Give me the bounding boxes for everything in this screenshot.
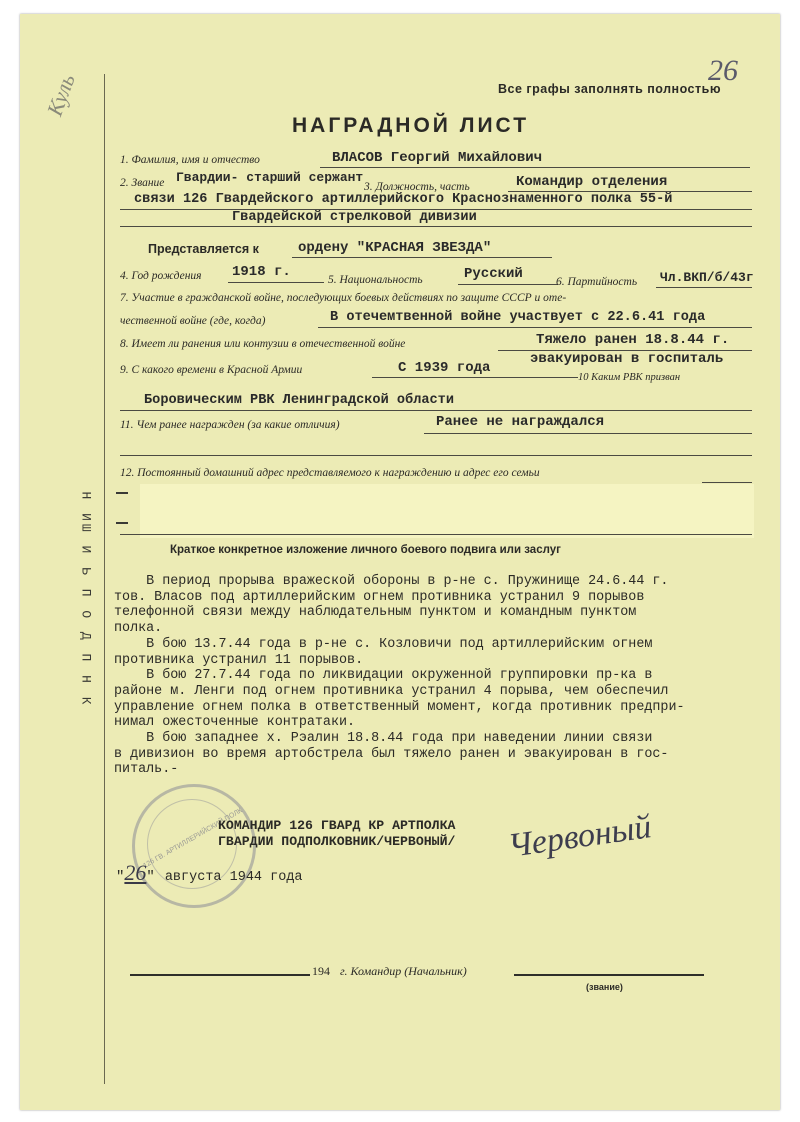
field-6-label: 6. Партийность [556,276,638,288]
field-3-value: Командир отделения [516,174,668,190]
signature-line-1: КОМАНДИР 126 ГВАРД КР АРТПОЛКА [218,818,456,833]
footer-right-dash [514,974,704,976]
field-4-value: 1918 г. [232,264,291,280]
footer-year-prefix: 194 [312,964,330,978]
field-3-continuation-2: Гвардейской стрелковой дивизии [232,210,477,225]
feat-line: В бою 27.7.44 года по ликвидации окруженной группировки пр-ка в [114,668,653,684]
field-11-label: 11. Чем ранее награжден (за какие отличия) [120,419,340,431]
field-5-value: Русский [464,266,523,282]
date-line: "26" августа 1944 года [116,860,303,885]
redacted-address [140,484,754,538]
presented-rule [292,257,552,258]
field-1-rule [320,167,750,168]
award-sheet [20,14,780,1110]
feat-line: В период прорыва вражеской обороны в р-не с. Пружинище 24.6.44 г. [114,574,669,589]
side-label: Н ИШ И Ь П О Д П Н К [78,491,94,708]
page-number-handwritten: 26 [708,54,738,87]
date-day: 26 [124,860,147,885]
field-8-value-1: Тяжело ранен 18.8.44 г. [536,332,730,348]
field-7-value: В отечемтвенной войне участвует с 22.6.41 года [330,310,706,325]
footer-left-dash [130,974,310,976]
field-9-rule [372,377,578,378]
field-7-rule [318,327,752,328]
field-8-value-2: эвакуирован в госпиталь [530,351,724,367]
corner-note: Все графы заполнять полностью [498,82,721,96]
page-title: НАГРАДНОЙ ЛИСТ [292,114,530,137]
date-rest: августа 1944 года [164,870,303,885]
field-12-dash-2 [116,522,128,524]
feat-line: противника устранил 11 порывов. [114,652,364,668]
presented-label: Представляется к [148,242,259,256]
signature-line-2: ГВАРДИИ ПОДПОЛКОВНИК/ЧЕРВОНЫЙ/ [218,834,456,849]
feat-line: В бою 13.7.44 года в р-не с. Козловичи под артиллерийским огнем [114,636,653,652]
field-8-label: 8. Имеет ли ранения или контузии в отечественной войне [120,338,406,350]
field-2-label: 2. Звание [120,177,165,189]
footer-commander-label: г. Командир (Начальник) [340,964,467,978]
field-12-dash-1 [116,492,128,494]
presented-value: ордену "КРАСНАЯ ЗВЕЗДА" [298,240,492,256]
field-12-rule [702,482,752,483]
feat-line: в дивизион во время артобстрела был тяжело ранен и эвакуирован в гос- [114,746,669,762]
field-11-value: Ранее не награждался [436,414,605,430]
feat-heading: Краткое конкретное изложение личного боевого подвига или заслуг [170,544,561,556]
field-6-rule [656,287,752,288]
field-1-value: ВЛАСОВ Георгий Михайлович [332,150,543,166]
field-10-value: Боровическим РВК Ленинградской области [144,393,454,408]
field-11-rule-2 [120,455,752,456]
field-11-rule [424,433,752,434]
feat-line: тов. Власов под артиллерийским огнем противника устранил 9 порывов [114,589,645,605]
stamp-text: 126 ГВ. АРТИЛЛЕРИЙСКИЙ ПОЛК [142,807,244,870]
field-5-label: 5. Национальность [328,274,423,286]
feat-body [114,574,774,778]
field-12-label: 12. Постоянный домашний адрес представляемого к награждению и адрес его семьи [120,467,540,479]
field-7-label-2: чественной войне (где, когда) [120,315,266,327]
field-10-rule [120,410,752,411]
handwritten-signature: Червоный [506,808,654,865]
field-6-value: Чл.ВКП/б/43г [660,270,754,285]
feat-line: В бою западнее х. Рэалин 18.8.44 года при наведении линии связи [114,731,653,747]
field-9-label: 9. С какого времени в Красной Армии [120,364,303,376]
feat-line: управление огнем полка в ответственный момент, когда противник предпри- [114,699,685,715]
feat-line: нимал ожесточенные контратаки. [114,715,356,731]
field-1-label: 1. Фамилия, имя и отчество [120,154,260,166]
field-12-rule-2 [120,534,752,535]
field-9-value: С 1939 года [398,360,491,376]
feat-line: телефонной связи между наблюдательным пунктом и командным пунктом [114,605,637,621]
field-4-label: 4. Год рождения [120,270,202,282]
field-3-label: 3. Должность, часть [364,181,470,193]
field-5-rule [458,284,558,285]
feat-line: полка. [114,621,163,637]
field-3-cont-rule-2 [120,226,752,227]
field-2-value: Гвардии- старший сержант [176,170,364,185]
feat-line: районе м. Ленги под огнем противника устранил 4 порыва, чем обеспечил [114,683,669,699]
field-7-label-1: 7. Участие в гражданской войне, последующих боевых действиях по защите СССР и оте- [120,292,567,304]
margin-note-handwritten: Куль [41,70,80,120]
field-10-label: 10 Каким РВК призван [578,372,681,383]
footer-rank-caption: (звание) [586,982,623,992]
field-3-continuation-1: связи 126 Гвардейского артиллерийского Краснознаменного полка 55-й [134,192,673,207]
field-4-rule [228,282,324,283]
margin-line [104,74,105,1084]
feat-line: питаль.- [114,762,179,778]
